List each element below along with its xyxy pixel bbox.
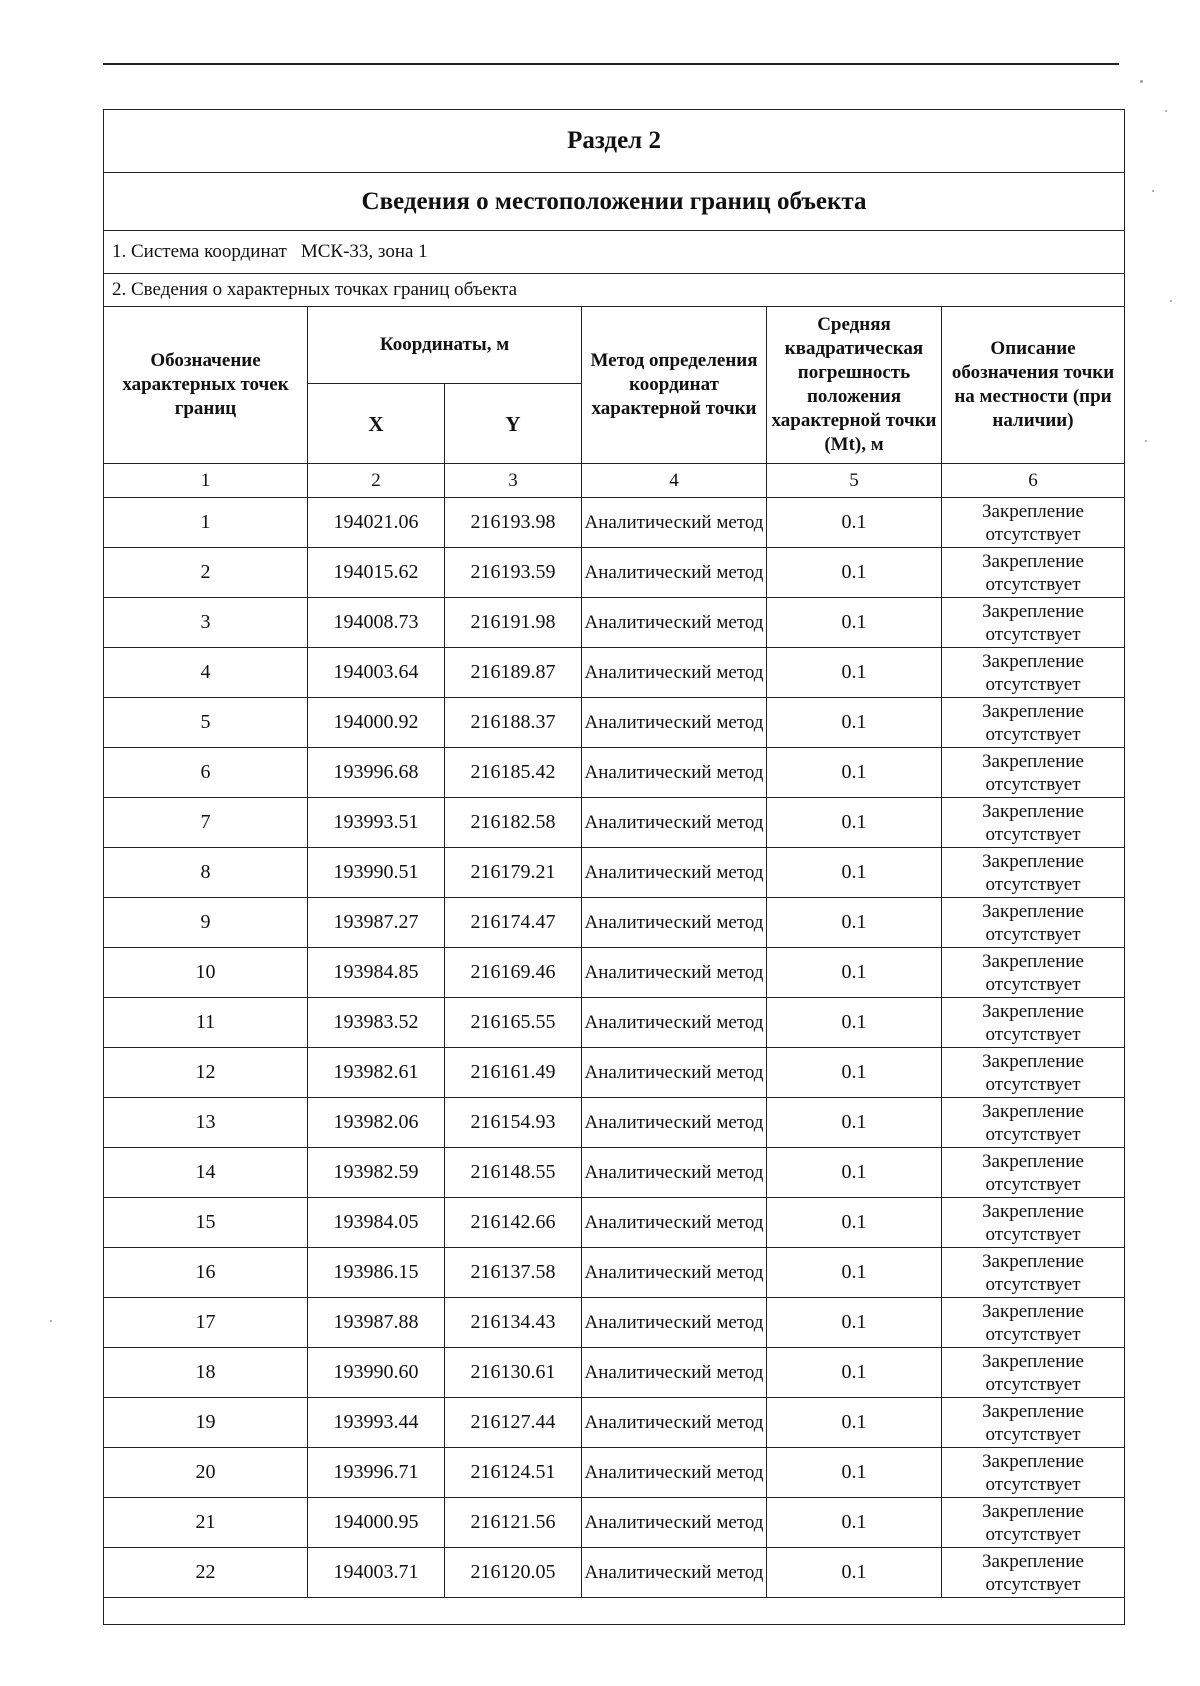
mt-error-cell: 0.1 <box>767 1248 942 1298</box>
mt-error-cell: 0.1 <box>767 898 942 948</box>
table-row <box>104 548 1125 598</box>
point-number-cell: 14 <box>104 1148 308 1198</box>
y-coordinate-cell: 216185.42 <box>445 748 582 798</box>
point-number-cell: 12 <box>104 1048 308 1098</box>
mt-error-cell: 0.1 <box>767 798 942 848</box>
method-cell: Аналитический метод <box>582 498 767 548</box>
table-row <box>104 748 1125 798</box>
x-coordinate-cell: 194000.92 <box>308 698 445 748</box>
mt-error-cell: 0.1 <box>767 598 942 648</box>
method-cell: Аналитический метод <box>582 1198 767 1248</box>
description-cell: Закрепление отсутствует <box>942 1248 1125 1298</box>
mt-error-cell: 0.1 <box>767 748 942 798</box>
table-row <box>104 1248 1125 1298</box>
x-coordinate-cell: 193987.88 <box>308 1298 445 1348</box>
column-number: 6 <box>942 464 1125 498</box>
mt-error-cell: 0.1 <box>767 848 942 898</box>
x-coordinate-cell: 193983.52 <box>308 998 445 1048</box>
point-number-cell: 1 <box>104 498 308 548</box>
mt-error-cell: 0.1 <box>767 948 942 998</box>
method-cell: Аналитический метод <box>582 1298 767 1348</box>
x-coordinate-cell: 193984.05 <box>308 1198 445 1248</box>
header-error: Средняя квадратическая погрешность положения характерной точки (Mt), м <box>767 307 942 464</box>
y-coordinate-cell: 216193.98 <box>445 498 582 548</box>
description-cell: Закрепление отсутствует <box>942 548 1125 598</box>
description-cell: Закрепление отсутствует <box>942 1348 1125 1398</box>
table-row <box>104 848 1125 898</box>
column-number: 1 <box>104 464 308 498</box>
method-cell: Аналитический метод <box>582 1448 767 1498</box>
table-body <box>104 498 1125 1598</box>
x-coordinate-cell: 194003.71 <box>308 1548 445 1598</box>
method-cell: Аналитический метод <box>582 1498 767 1548</box>
method-cell: Аналитический метод <box>582 748 767 798</box>
point-number-cell: 11 <box>104 998 308 1048</box>
x-coordinate-cell: 193982.59 <box>308 1148 445 1198</box>
mt-error-cell: 0.1 <box>767 1348 942 1398</box>
method-cell: Аналитический метод <box>582 698 767 748</box>
mt-error-cell: 0.1 <box>767 1148 942 1198</box>
column-number: 2 <box>308 464 445 498</box>
point-number-cell: 19 <box>104 1398 308 1448</box>
point-number-cell: 17 <box>104 1298 308 1348</box>
mt-error-cell: 0.1 <box>767 1498 942 1548</box>
x-coordinate-cell: 193984.85 <box>308 948 445 998</box>
description-cell: Закрепление отсутствует <box>942 1198 1125 1248</box>
table-row <box>104 1148 1125 1198</box>
point-number-cell: 16 <box>104 1248 308 1298</box>
coord-system-row <box>104 231 1125 274</box>
description-cell: Закрепление отсутствует <box>942 698 1125 748</box>
point-number-cell: 8 <box>104 848 308 898</box>
scan-speck <box>1145 440 1147 442</box>
description-cell: Закрепление отсутствует <box>942 1098 1125 1148</box>
table-row <box>104 498 1125 548</box>
header-y: Y <box>445 384 582 464</box>
method-cell: Аналитический метод <box>582 1348 767 1398</box>
mt-error-cell: 0.1 <box>767 648 942 698</box>
x-coordinate-cell: 193993.51 <box>308 798 445 848</box>
header-coords: Координаты, м <box>308 307 582 384</box>
x-coordinate-cell: 194008.73 <box>308 598 445 648</box>
method-cell: Аналитический метод <box>582 848 767 898</box>
method-cell: Аналитический метод <box>582 548 767 598</box>
table-row <box>104 698 1125 748</box>
mt-error-cell: 0.1 <box>767 1298 942 1348</box>
mt-error-cell: 0.1 <box>767 1398 942 1448</box>
point-number-cell: 4 <box>104 648 308 698</box>
x-coordinate-cell: 194000.95 <box>308 1498 445 1548</box>
section-subtitle: Сведения о местоположении границ объекта <box>104 173 1125 231</box>
point-number-cell: 6 <box>104 748 308 798</box>
scan-speck <box>50 1320 52 1322</box>
point-number-cell: 18 <box>104 1348 308 1398</box>
x-coordinate-cell: 193996.71 <box>308 1448 445 1498</box>
column-number: 3 <box>445 464 582 498</box>
y-coordinate-cell: 216148.55 <box>445 1148 582 1198</box>
table-row <box>104 1348 1125 1398</box>
table-row <box>104 1298 1125 1348</box>
description-cell: Закрепление отсутствует <box>942 598 1125 648</box>
point-number-cell: 5 <box>104 698 308 748</box>
header-x: X <box>308 384 445 464</box>
y-coordinate-cell: 216191.98 <box>445 598 582 648</box>
document-sheet <box>103 109 1124 1625</box>
x-coordinate-cell: 193990.51 <box>308 848 445 898</box>
table-row <box>104 1398 1125 1448</box>
y-coordinate-cell: 216121.56 <box>445 1498 582 1548</box>
table-tail-row <box>104 1598 1125 1625</box>
table-row <box>104 798 1125 848</box>
section-title: Раздел 2 <box>104 110 1125 173</box>
coord-system-label: 1. Система координат <box>112 241 287 262</box>
x-coordinate-cell: 194015.62 <box>308 548 445 598</box>
scan-speck <box>1170 300 1172 302</box>
x-coordinate-cell: 193987.27 <box>308 898 445 948</box>
method-cell: Аналитический метод <box>582 1048 767 1098</box>
point-number-cell: 21 <box>104 1498 308 1548</box>
point-number-cell: 7 <box>104 798 308 848</box>
y-coordinate-cell: 216189.87 <box>445 648 582 698</box>
y-coordinate-cell: 216165.55 <box>445 998 582 1048</box>
coord-system-value: МСК-33, зона 1 <box>300 241 428 262</box>
y-coordinate-cell: 216134.43 <box>445 1298 582 1348</box>
method-cell: Аналитический метод <box>582 1398 767 1448</box>
scan-speck <box>1140 80 1143 83</box>
table-row <box>104 648 1125 698</box>
description-cell: Закрепление отсутствует <box>942 648 1125 698</box>
y-coordinate-cell: 216179.21 <box>445 848 582 898</box>
x-coordinate-cell: 193996.68 <box>308 748 445 798</box>
description-cell: Закрепление отсутствует <box>942 998 1125 1048</box>
y-coordinate-cell: 216182.58 <box>445 798 582 848</box>
description-cell: Закрепление отсутствует <box>942 798 1125 848</box>
x-coordinate-cell: 194003.64 <box>308 648 445 698</box>
mt-error-cell: 0.1 <box>767 1048 942 1098</box>
point-number-cell: 9 <box>104 898 308 948</box>
mt-error-cell: 0.1 <box>767 1548 942 1598</box>
y-coordinate-cell: 216127.44 <box>445 1398 582 1448</box>
description-cell: Закрепление отсутствует <box>942 1298 1125 1348</box>
top-rule <box>103 63 1119 65</box>
column-number-row <box>104 464 1125 498</box>
description-cell: Закрепление отсутствует <box>942 1398 1125 1448</box>
x-coordinate-cell: 193982.06 <box>308 1098 445 1148</box>
table-row <box>104 998 1125 1048</box>
y-coordinate-cell: 216169.46 <box>445 948 582 998</box>
method-cell: Аналитический метод <box>582 898 767 948</box>
method-cell: Аналитический метод <box>582 1248 767 1298</box>
point-number-cell: 2 <box>104 548 308 598</box>
description-cell: Закрепление отсутствует <box>942 848 1125 898</box>
method-cell: Аналитический метод <box>582 1148 767 1198</box>
column-number: 4 <box>582 464 767 498</box>
table-row <box>104 1448 1125 1498</box>
y-coordinate-cell: 216124.51 <box>445 1448 582 1498</box>
mt-error-cell: 0.1 <box>767 498 942 548</box>
point-number-cell: 13 <box>104 1098 308 1148</box>
y-coordinate-cell: 216161.49 <box>445 1048 582 1098</box>
y-coordinate-cell: 216174.47 <box>445 898 582 948</box>
point-number-cell: 22 <box>104 1548 308 1598</box>
method-cell: Аналитический метод <box>582 998 767 1048</box>
y-coordinate-cell: 216193.59 <box>445 548 582 598</box>
point-number-cell: 15 <box>104 1198 308 1248</box>
points-caption: 2. Сведения о характерных точках границ объекта <box>104 274 1125 307</box>
header-description: Описание обозначения точки на местности (при наличии) <box>942 307 1125 464</box>
table-row <box>104 1548 1125 1598</box>
mt-error-cell: 0.1 <box>767 1448 942 1498</box>
y-coordinate-cell: 216154.93 <box>445 1098 582 1148</box>
table-row <box>104 1198 1125 1248</box>
scan-speck <box>1165 110 1167 112</box>
description-cell: Закрепление отсутствует <box>942 748 1125 798</box>
table-row <box>104 948 1125 998</box>
header-method: Метод определения координат характерной точки <box>582 307 767 464</box>
mt-error-cell: 0.1 <box>767 998 942 1048</box>
y-coordinate-cell: 216130.61 <box>445 1348 582 1398</box>
mt-error-cell: 0.1 <box>767 1098 942 1148</box>
table-row <box>104 898 1125 948</box>
y-coordinate-cell: 216120.05 <box>445 1548 582 1598</box>
point-number-cell: 20 <box>104 1448 308 1498</box>
method-cell: Аналитический метод <box>582 1098 767 1148</box>
boundary-points-table <box>103 109 1125 1625</box>
description-cell: Закрепление отсутствует <box>942 498 1125 548</box>
column-number: 5 <box>767 464 942 498</box>
method-cell: Аналитический метод <box>582 948 767 998</box>
y-coordinate-cell: 216188.37 <box>445 698 582 748</box>
description-cell: Закрепление отсутствует <box>942 948 1125 998</box>
x-coordinate-cell: 193993.44 <box>308 1398 445 1448</box>
description-cell: Закрепление отсутствует <box>942 1448 1125 1498</box>
table-row <box>104 1098 1125 1148</box>
y-coordinate-cell: 216137.58 <box>445 1248 582 1298</box>
y-coordinate-cell: 216142.66 <box>445 1198 582 1248</box>
mt-error-cell: 0.1 <box>767 698 942 748</box>
table-row <box>104 1498 1125 1548</box>
method-cell: Аналитический метод <box>582 598 767 648</box>
x-coordinate-cell: 193986.15 <box>308 1248 445 1298</box>
header-designation: Обозначение характерных точек границ <box>104 307 308 464</box>
description-cell: Закрепление отсутствует <box>942 1148 1125 1198</box>
x-coordinate-cell: 193982.61 <box>308 1048 445 1098</box>
description-cell: Закрепление отсутствует <box>942 1048 1125 1098</box>
mt-error-cell: 0.1 <box>767 1198 942 1248</box>
x-coordinate-cell: 194021.06 <box>308 498 445 548</box>
method-cell: Аналитический метод <box>582 648 767 698</box>
description-cell: Закрепление отсутствует <box>942 898 1125 948</box>
point-number-cell: 3 <box>104 598 308 648</box>
point-number-cell: 10 <box>104 948 308 998</box>
description-cell: Закрепление отсутствует <box>942 1548 1125 1598</box>
x-coordinate-cell: 193990.60 <box>308 1348 445 1398</box>
method-cell: Аналитический метод <box>582 1548 767 1598</box>
table-row <box>104 1048 1125 1098</box>
table-row <box>104 598 1125 648</box>
scan-speck <box>1152 190 1154 192</box>
description-cell: Закрепление отсутствует <box>942 1498 1125 1548</box>
method-cell: Аналитический метод <box>582 798 767 848</box>
mt-error-cell: 0.1 <box>767 548 942 598</box>
